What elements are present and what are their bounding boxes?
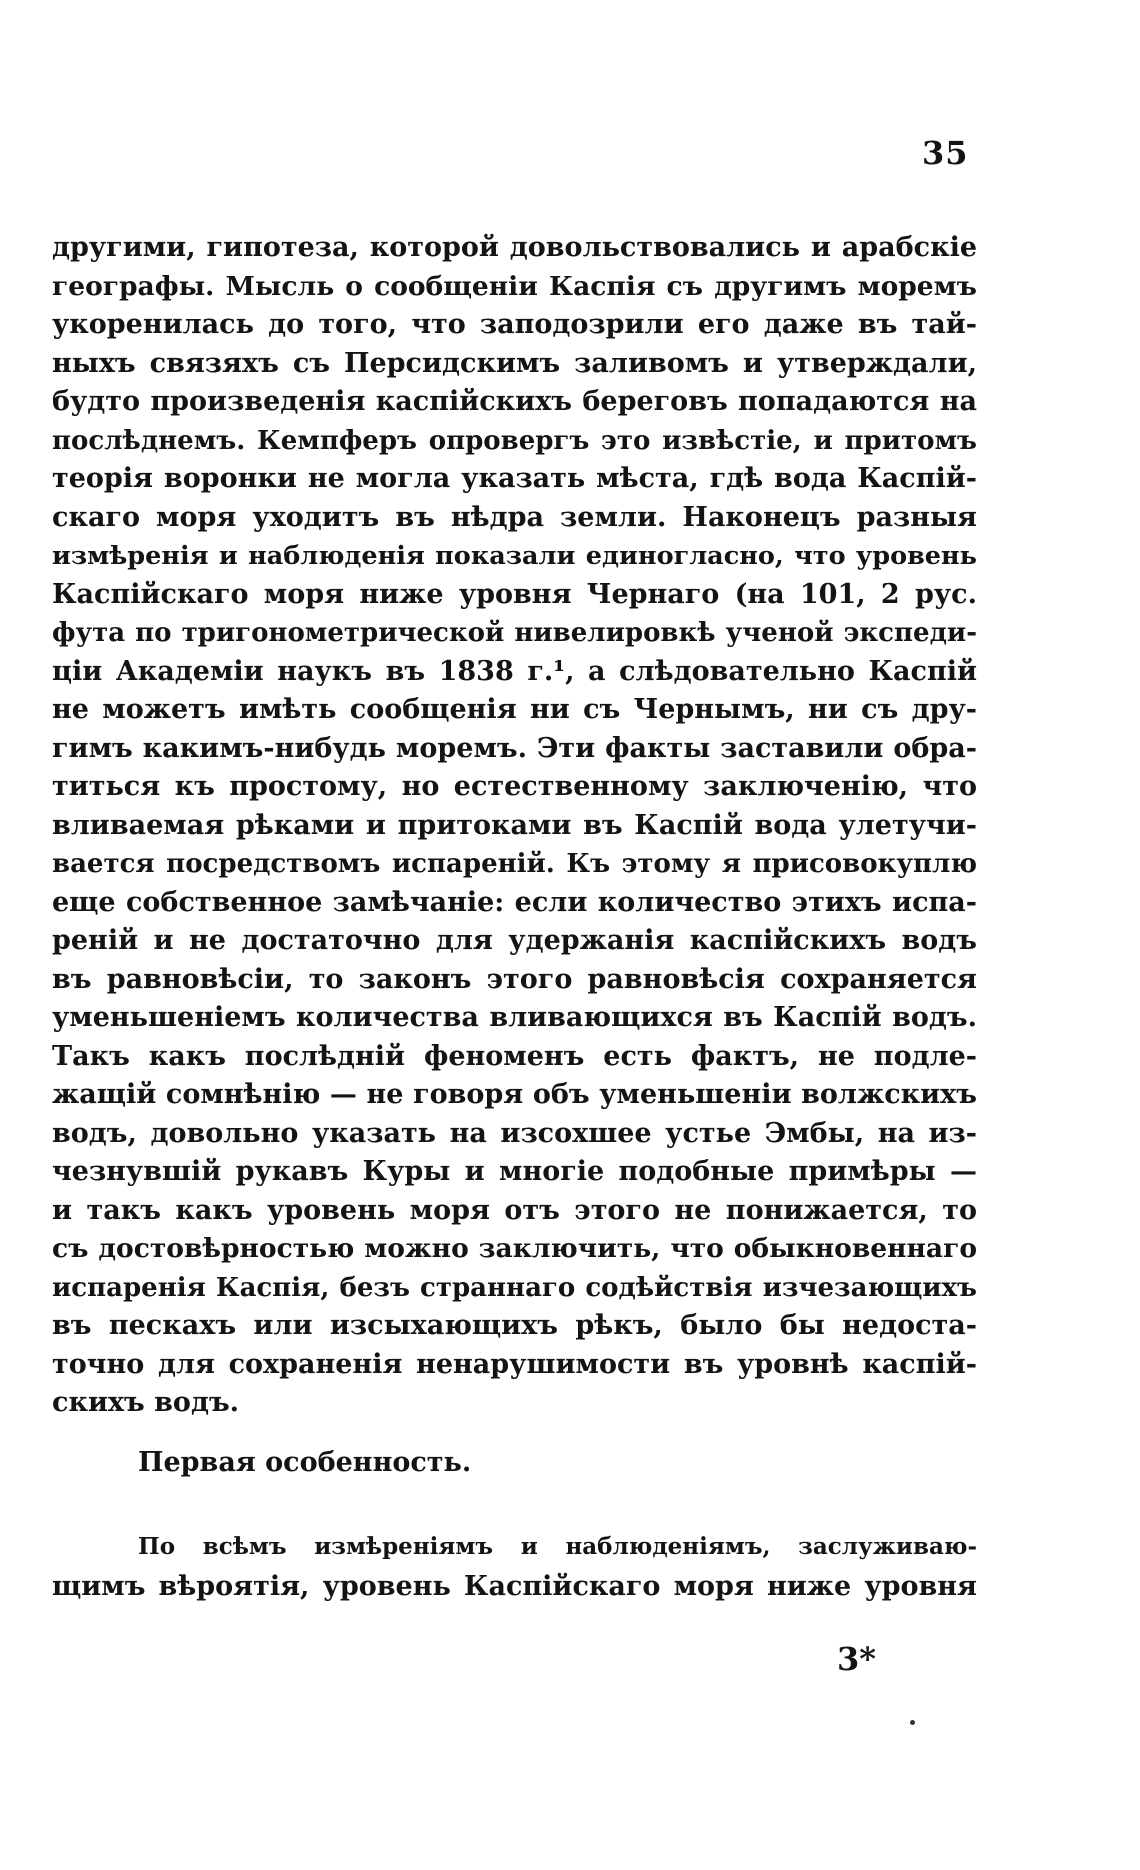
text-line: гимъ какимъ-нибудь моремъ. Эти факты заставили обра- [52, 732, 977, 764]
text-line: водъ, довольно указать на изсохшее устье Эмбы, на из- [52, 1117, 977, 1149]
text-line: въ равновѣсіи, то законъ этого равновѣсія сохраняется [52, 963, 977, 995]
page-number: 35 [922, 134, 969, 172]
text-line: не можетъ имѣть сообщенія ни съ Чернымъ, ни съ дру- [52, 694, 977, 725]
text-line: ныхъ связяхъ съ Персидскимъ заливомъ и утверждали, [52, 347, 977, 379]
section-heading: Первая особенность. [138, 1447, 472, 1478]
text-line: испаренія Каспія, безъ страннаго содѣйствія изчезающихъ [52, 1272, 977, 1303]
text-line: еще собственное замѣчаніе: если количество этихъ испа- [52, 886, 977, 918]
text-line: титься къ простому, но естественному заключенію, что [52, 771, 977, 802]
text-line: и такъ какъ уровень моря отъ этого не понижается, то [52, 1194, 977, 1226]
text-line: Такъ какъ послѣдній феноменъ есть фактъ, не подле- [52, 1040, 977, 1072]
text-line: будто произведенія каспійскихъ береговъ попадаются на [52, 386, 977, 417]
text-line: другими, гипотеза, которой довольствовались и арабскіе [52, 232, 977, 263]
printer-signature: 3* [837, 1640, 876, 1678]
paragraph-main [52, 229, 977, 1423]
text-line: укоренилась до того, что заподозрили его даже въ тай- [52, 309, 977, 340]
text-line: скихъ водъ. [52, 1387, 240, 1418]
text-line: измѣренія и наблюденія показали единогласно, что уровень [52, 541, 977, 571]
text-line: жащій сомнѣнію — не говоря объ уменьшеніи волжскихъ [52, 1079, 977, 1110]
text-line: точно для сохраненія ненарушимости въ уровнѣ каспій- [52, 1348, 977, 1380]
ink-speck [910, 1720, 915, 1725]
text-line: Каспійскаго моря ниже уровня Чернаго (на 101, 2 рус. [52, 578, 977, 610]
paragraph-section [52, 1527, 977, 1607]
text-line: По всѣмъ измѣреніямъ и наблюденіямъ, заслуживаю- [138, 1533, 977, 1560]
text-line: реній и не достаточно для удержанія каспійскихъ водъ [52, 925, 977, 956]
text-line: послѣднемъ. Кемпферъ опровергъ это извѣстіе, и притомъ [52, 425, 977, 456]
text-line: щимъ вѣроятія, уровень Каспійскаго моря ниже уровня [52, 1571, 977, 1602]
text-line: вается посредствомъ испареній. Къ этому я присовокуплю [52, 849, 977, 879]
text-line: уменьшеніемъ количества вливающихся въ Каспій водъ. [52, 1002, 977, 1033]
text-line: теорія воронки не могла указать мѣста, гдѣ вода Каспій- [52, 463, 977, 494]
text-line: съ достовѣрностью можно заключить, что обыкновеннаго [52, 1233, 977, 1264]
text-line: географы. Мысль о сообщеніи Каспія съ другимъ моремъ [52, 270, 977, 302]
text-line: чезнувшій рукавъ Куры и многіе подобные примѣры — [52, 1156, 977, 1187]
text-line: вливаемая рѣками и притоками въ Каспій вода улетучи- [52, 809, 977, 841]
text-line: фута по тригонометрической нивелировкѣ ученой экспеди- [52, 618, 977, 648]
text-line: ціи Академіи наукъ въ 1838 г.¹, а слѣдовательно Каспій [52, 655, 977, 687]
text-line: скаго моря уходитъ въ нѣдра земли. Наконецъ разныя [52, 501, 977, 533]
text-line: въ пескахъ или изсыхающихъ рѣкъ, было бы недоста- [52, 1310, 977, 1341]
